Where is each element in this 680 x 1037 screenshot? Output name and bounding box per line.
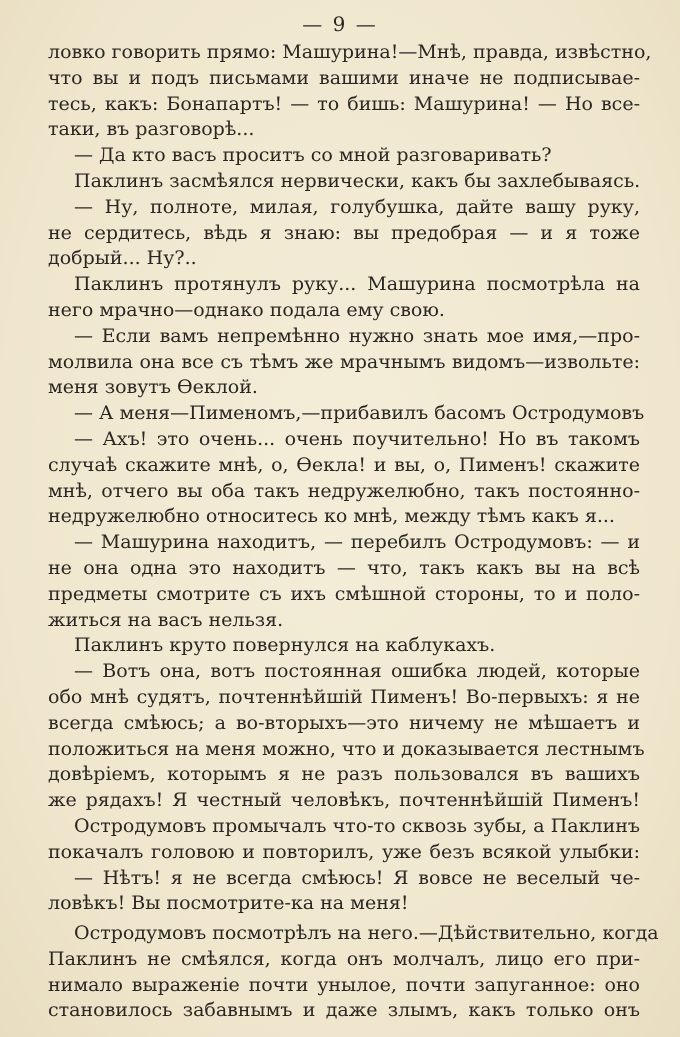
text-line: довѣріемъ, которымъ я не разъ пользовался въ вашихъ	[48, 763, 640, 786]
text-line: — Вотъ она, вотъ постоянная ошибка людей, которые	[74, 660, 640, 683]
text-line: не сердитесь, вѣдь я знаю: вы предобрая — и я тоже	[48, 221, 640, 244]
text-line: Паклинъ протянулъ руку... Машурина посмотрѣла на	[74, 273, 640, 296]
text-line: нимало выраженіе почти унылое, почти запуганное: оно	[48, 973, 640, 996]
text-line: добрый... Ну?..	[48, 247, 197, 270]
text-line: ловко говорить прямо: Машурина!—Мнѣ, правда, извѣстно,	[48, 41, 652, 63]
text-line: предметы смотрите съ ихъ смѣшной стороны, то и поло-	[48, 582, 640, 605]
text-line: Паклинъ не смѣялся, когда онъ молчалъ, лицо его при-	[48, 947, 640, 970]
text-line: — А меня—Пименомъ,—прибавилъ басомъ Остродумовъ	[74, 402, 645, 425]
text-line: — Машурина находитъ, — перебилъ Остродумовъ: — и	[74, 531, 640, 554]
text-line: Остродумовъ промычалъ что-то сквозь зубы, а Паклинъ	[74, 814, 640, 837]
text-line: же рядахъ! Я честный человѣкъ, почтеннѣйшій Пименъ!	[48, 789, 640, 812]
text-line: мнѣ, отчего вы оба такъ недружелюбно, такъ постоянно-	[48, 479, 640, 502]
text-line: не она одна это находитъ — что, такъ какъ вы на всѣ	[48, 556, 640, 579]
text-line: — Нѣтъ! я не всегда смѣюсь! Я вовсе не веселый че-	[74, 866, 640, 889]
page-number: — 9 —	[302, 12, 378, 36]
text-line: покачалъ головою и повторилъ, уже безъ всякой улыбки:	[48, 840, 640, 863]
text-line: тесь, какъ: Бонапартъ! — то бишь: Машурина! — Но все-	[48, 92, 640, 115]
text-line: Паклинъ круто повернулся на каблукахъ.	[74, 634, 496, 657]
page-text	[48, 40, 659, 1024]
text-line: случаѣ скажите мнѣ, о, Ѳекла! и вы, о, Пименъ! скажите	[48, 453, 640, 476]
text-line: ловѣкъ! Вы посмотрите-ка на меня!	[48, 892, 409, 915]
text-line: что вы и подъ письмами вашими иначе не подписывае-	[48, 66, 640, 89]
text-line: житься на васъ нельзя.	[48, 608, 284, 631]
text-line: — Ахъ! это очень... очень поучительно! Но въ такомъ	[74, 427, 640, 450]
text-line: обо мнѣ судятъ, почтеннѣйшій Пименъ! Во-первыхъ: я не	[48, 685, 640, 708]
text-line: молвила она все съ тѣмъ же мрачнымъ видомъ—извольте:	[48, 350, 640, 373]
text-line: Остродумовъ посмотрѣлъ на него.—Дѣйствительно, когда	[74, 922, 659, 945]
text-line: становилось забавнымъ и даже злымъ, какъ только онъ	[48, 999, 640, 1022]
text-line: Паклинъ засмѣялся нервически, какъ бы захлебываясь.	[74, 169, 641, 192]
text-line: — Если вамъ непремѣнно нужно знать мое имя,—про-	[74, 324, 640, 347]
text-line: — Ну, полноте, милая, голубушка, дайте вашу руку,	[74, 195, 640, 218]
text-line: недружелюбно относитесь ко мнѣ, между тѣмъ какъ я...	[48, 505, 615, 528]
text-line: — Да кто васъ проситъ со мной разговаривать?	[74, 144, 552, 167]
text-line: положиться на меня можно, что и доказывается лестнымъ	[48, 737, 645, 760]
text-line: всегда смѣюсь; а во-вторыхъ—это ничему не мѣшаетъ и	[48, 711, 640, 734]
text-line: него мрачно—однако подала ему свою.	[48, 298, 445, 321]
text-line: таки, въ разговорѣ...	[48, 118, 255, 141]
text-line: меня зовутъ Ѳеклой.	[48, 376, 258, 399]
